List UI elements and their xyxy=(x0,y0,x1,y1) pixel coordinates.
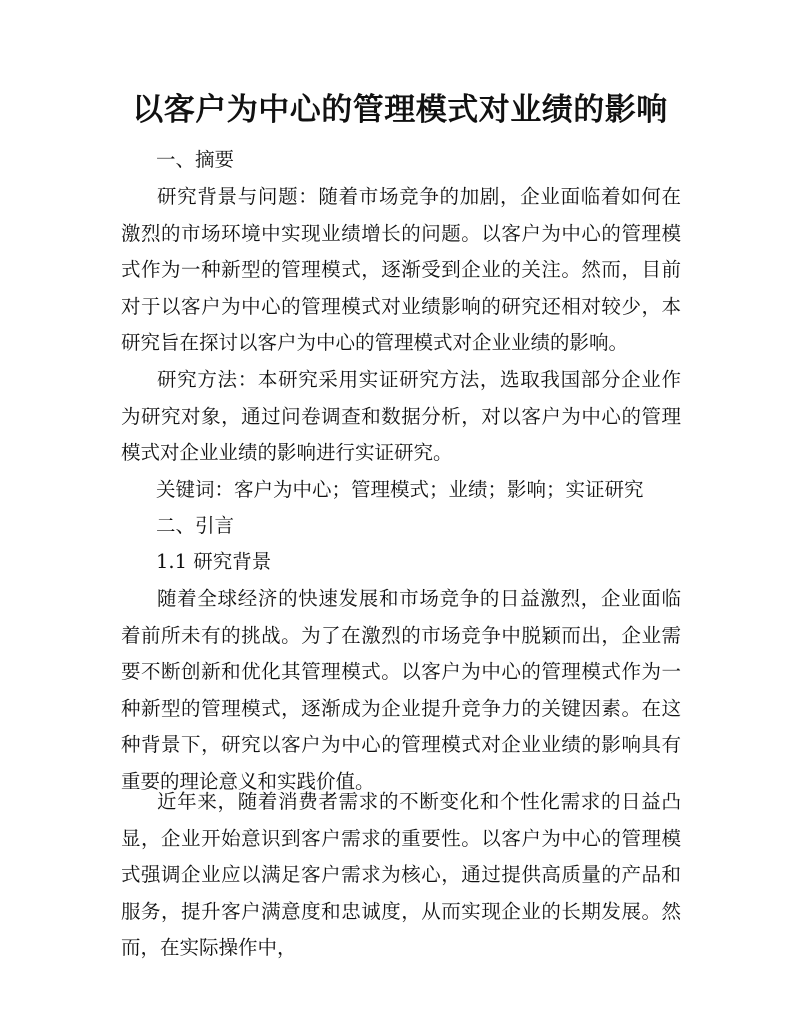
abstract-heading: 一、摘要 xyxy=(156,148,235,171)
introduction-paragraph-2: 近年来，随着消费者需求的不断变化和个性化需求的日益凸显，企业开始意识到客户需求的重要性。以客户为中心的管理模式强调企业应以满足客户需求为核心，通过提供高质量的产品和服务，提升客户满意度和忠诚度，从而实现企业的长期发展。然而，在实际操作中， xyxy=(121,790,681,960)
abstract-method-paragraph: 研究方法：本研究采用实证研究方法，选取我国部分企业作为研究对象，通过问卷调查和数据分析，对以客户为中心的管理模式对企业业绩的影响进行实证研究。 xyxy=(121,368,681,465)
introduction-paragraph-1: 随着全球经济的快速发展和市场竞争的日益激烈，企业面临着前所未有的挑战。为了在激烈的市场竞争中脱颖而出，企业需要不断创新和优化其管理模式。以客户为中心的管理模式作为一种新型的管理模式，逐渐成为企业提升竞争力的关键因素。在这种背景下，研究以客户为中心的管理模式对企业业绩的影响具有重要的理论意义和实践价值。 xyxy=(121,587,681,793)
research-background-subheading: 1.1 研究背景 xyxy=(156,550,272,573)
document-title: 以客户为中心的管理模式对业绩的影响 xyxy=(132,92,668,128)
keywords-line: 关键词：客户为中心；管理模式；业绩；影响；实证研究 xyxy=(156,478,644,501)
introduction-heading: 二、引言 xyxy=(156,514,235,537)
abstract-background-paragraph: 研究背景与问题：随着市场竞争的加剧，企业面临着如何在激烈的市场环境中实现业绩增长的问题。以客户为中心的管理模式作为一种新型的管理模式，逐渐受到企业的关注。然而，目前对于以客户为中心的管理模式对业绩影响的研究还相对较少，本研究旨在探讨以客户为中心的管理模式对企业业绩的影响。 xyxy=(121,185,681,355)
